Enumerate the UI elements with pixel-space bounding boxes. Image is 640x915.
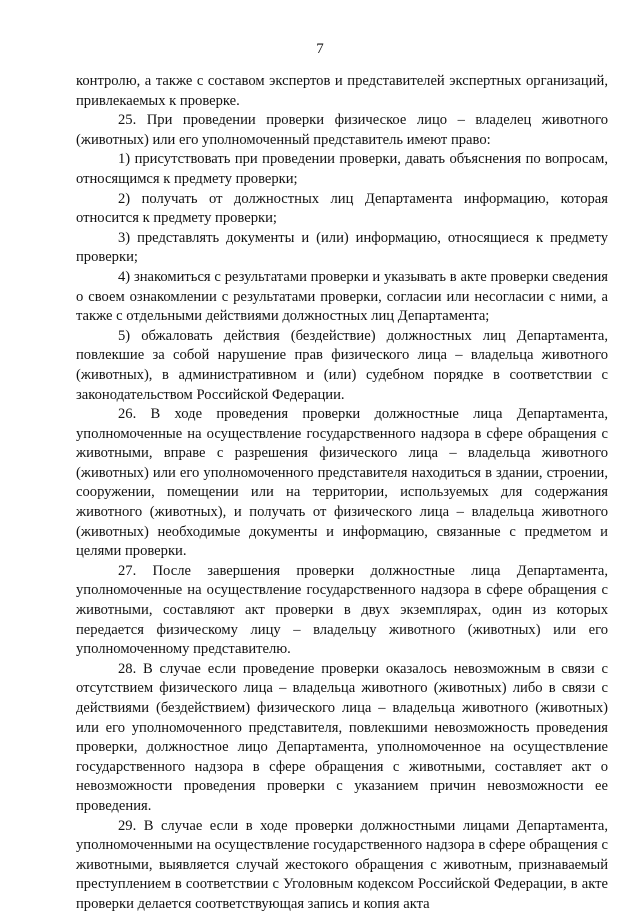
paragraph: 2) получать от должностных лиц Департамента информацию, которая относится к предмету проверки; (76, 190, 608, 227)
paragraph: 28. В случае если проведение проверки оказалось невозможным в связи с отсутствием физического лица – владельца животного (животных) либо в связи с действиями (бездействием) физического лица – владельца животного (животных) или его уполномоченного представителя, повлекшими невозможность проведения проверки, должностное лицо Департамента, уполномоченное на осуществление государственного надзора в сфере обращения с животными, составляет акт о невозможности проведения проверки с указанием причин невозможности ее проведения. (76, 660, 608, 814)
paragraph: контролю, а также с составом экспертов и представителей экспертных организаций, привлекаемых к проверке. (76, 73, 608, 109)
paragraph: 5) обжаловать действия (бездействие) должностных лиц Департамента, повлекшие за собой нарушение прав физического лица – владельца животного (животных), в административном и (или) судебном порядке в соответствии с законодательством Российской Федерации. (76, 327, 608, 403)
paragraph: 26. В ходе проведения проверки должностные лица Департамента, уполномоченные на осуществление государственного надзора в сфере обращения с животными, вправе с разрешения физического лица – владельца животного (животных) или его уполномоченного представителя находиться в здании, строении, сооружении, помещении или на территории, используемых для содержания животного (животных), и получать от физического лица – владельца животного (животных) необходимые документы и информацию, связанные с предметом и целями проверки. (76, 406, 608, 560)
paragraph: 4) знакомиться с результатами проверки и указывать в акте проверки сведения о своем ознакомлении с результатами проверки, согласии или несогласии с ними, а также с отдельными действиями должностных лиц Департамента; (76, 268, 608, 325)
document-body (76, 72, 608, 915)
paragraph: 25. При проведении проверки физическое лицо – владелец животного (животных) или его уполномоченный представитель имеют право: (76, 112, 608, 148)
paragraph: 1) присутствовать при проведении проверки, давать объяснения по вопросам, относящимся к предмету проверки; (76, 151, 608, 187)
paragraph: 3) представлять документы и (или) информацию, относящиеся к предмету проверки; (76, 229, 608, 266)
paragraph: 29. В случае если в ходе проверки должностными лицами Департамента, уполномоченными на осуществление государственного надзора в сфере обращения с животными, выявляется случай жестокого обращения с животным, признаваемый преступлением в соответствии с Уголовным кодексом Российской Федерации, в акте проверки делается соответствующая запись и копия акта (76, 817, 608, 912)
paragraph: 27. После завершения проверки должностные лица Департамента, уполномоченные на осуществление государственного надзора в сфере обращения с животными, составляют акт проверки в двух экземплярах, один из которых передается физическому лицу – владельцу животного (животных) или его уполномоченному представителю. (76, 562, 608, 658)
page-number: 7 (316, 41, 324, 57)
